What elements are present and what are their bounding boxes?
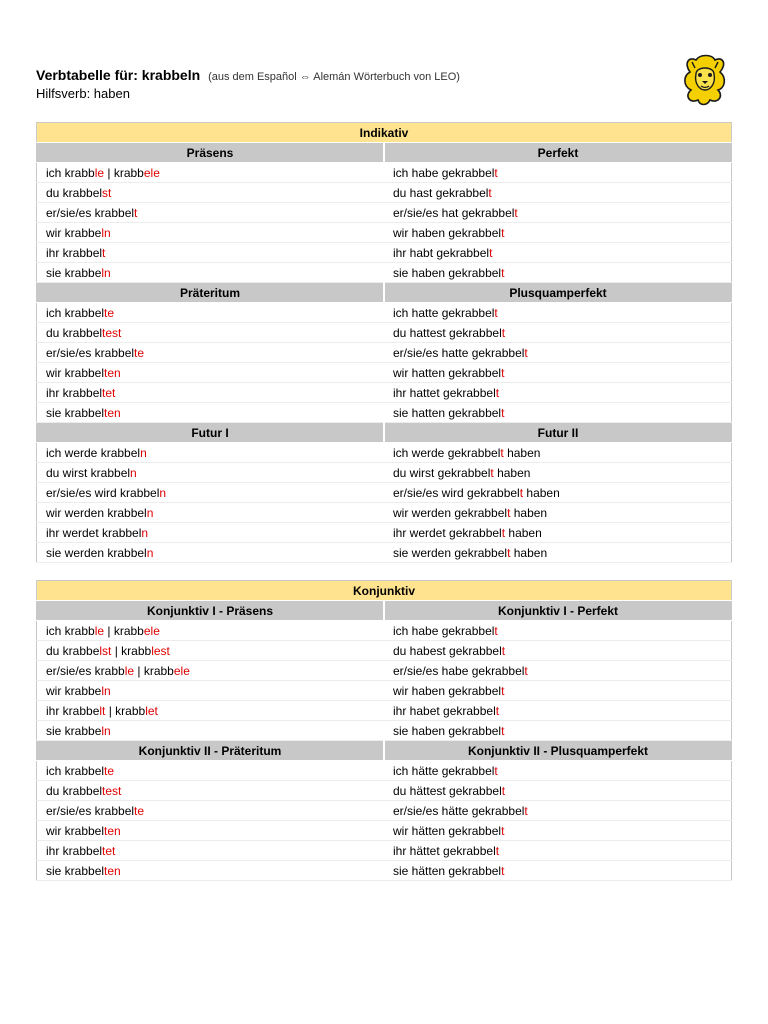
verb-stem: ich krabb	[46, 165, 95, 180]
verb-stem: | krabb	[134, 663, 174, 678]
verb-stem: ich krabbel	[46, 305, 105, 320]
verb-ending: tet	[102, 385, 116, 400]
verb-stem: ihr hattet gekrabbel	[393, 385, 496, 400]
verb-ending: t	[500, 445, 504, 460]
verb-ending: t	[488, 185, 492, 200]
verb-ending: te	[104, 763, 115, 778]
tense-header-perfekt: Perfekt	[384, 143, 732, 163]
verb-stem: ihr krabbel	[46, 245, 103, 260]
verb-ending: n	[141, 525, 149, 540]
verb-stem: ich habe gekrabbel	[393, 623, 495, 638]
conjugation-row	[37, 443, 732, 463]
conjugation-row	[37, 861, 732, 881]
verb-stem: sie krabbe	[46, 265, 102, 280]
verb-stem: du krabbel	[46, 325, 103, 340]
verb-ending: lt	[99, 703, 106, 718]
page-header	[36, 66, 536, 102]
verb-stem: sie werden gekrabbel	[393, 545, 508, 560]
mood-header-row	[37, 123, 732, 143]
conjugation-cell-right	[384, 443, 732, 463]
conjugation-cell-right	[384, 383, 732, 403]
mood-header: Konjunktiv	[37, 581, 732, 601]
conjugation-cell-right	[384, 163, 732, 183]
conjugation-cell-right	[384, 761, 732, 781]
verb-stem: du krabbel	[46, 783, 103, 798]
tense-header-konjunktiv-i-perfekt: Konjunktiv I - Perfekt	[384, 601, 732, 621]
conjugation-cell-right	[384, 183, 732, 203]
verb-ending: tet	[102, 843, 116, 858]
verb-stem: er/sie/es hat gekrabbel	[393, 205, 515, 220]
verb-ending: t	[501, 405, 505, 420]
verb-ending: te	[134, 803, 145, 818]
verb-stem: ihr werdet gekrabbel	[393, 525, 502, 540]
conjugation-row	[37, 243, 732, 263]
verb-ending: n	[146, 505, 154, 520]
verb-ending: n	[159, 485, 167, 500]
verb-stem: ich hatte gekrabbel	[393, 305, 495, 320]
verb-stem: wir krabbel	[46, 823, 105, 838]
tense-header-futur-ii: Futur II	[384, 423, 732, 443]
source-note: (aus dem Español ⇔ Alemán Wörterbuch von LEO)	[208, 71, 460, 83]
page-title: Verbtabelle für: krabbeln	[36, 67, 201, 83]
conjugation-row	[37, 223, 732, 243]
verb-stem: er/sie/es krabb	[46, 663, 125, 678]
verb-ending: t	[501, 783, 506, 798]
verb-ending: t	[134, 205, 138, 220]
title-line	[36, 66, 536, 86]
mood-header: Indikativ	[37, 123, 732, 143]
conjugation-cell-left	[37, 463, 385, 483]
conjugation-cell-left	[37, 383, 385, 403]
verb-ending: n	[130, 465, 137, 480]
conjugation-cell-left	[37, 203, 385, 223]
conjugation-cell-right	[384, 681, 732, 701]
conjugation-cell-left	[37, 861, 385, 881]
verb-ending: ele	[173, 663, 190, 678]
verb-stem: wir krabbe	[46, 225, 102, 240]
conjugation-row	[37, 821, 732, 841]
conjugation-cell-right	[384, 523, 732, 543]
mood-header-row	[37, 581, 732, 601]
verb-stem: sie krabbe	[46, 723, 102, 738]
verb-stem: sie hätten gekrabbel	[393, 863, 502, 878]
verb-stem: wir werden gekrabbel	[393, 505, 508, 520]
conjugation-row	[37, 483, 732, 503]
verb-ending: ten	[104, 823, 121, 838]
verb-stem: er/sie/es hätte gekrabbel	[393, 803, 525, 818]
verb-stem: er/sie/es wird gekrabbel	[393, 485, 520, 500]
conjugation-cell-left	[37, 641, 385, 661]
verb-stem: du hattest gekrabbel	[393, 325, 502, 340]
verb-ending: t	[501, 265, 505, 280]
verb-stem: haben	[523, 485, 560, 500]
conjugation-cell-right	[384, 463, 732, 483]
verb-stem: du wirst krabbel	[46, 465, 131, 480]
verb-ending: test	[102, 783, 122, 798]
verb-ending: t	[501, 225, 505, 240]
conjugation-row	[37, 841, 732, 861]
verb-stem: er/sie/es wird krabbel	[46, 485, 160, 500]
verb-ending: le	[94, 623, 105, 638]
verb-ending: t	[507, 545, 511, 560]
conjugation-cell-left	[37, 183, 385, 203]
verb-ending: ele	[143, 165, 160, 180]
verb-ending: ten	[104, 365, 121, 380]
tense-header-row	[37, 423, 732, 443]
conjugation-cell-left	[37, 343, 385, 363]
verb-stem: wir hatten gekrabbel	[393, 365, 502, 380]
tense-header-futur-i: Futur I	[37, 423, 385, 443]
verb-stem: ich habe gekrabbel	[393, 165, 495, 180]
conjugation-cell-right	[384, 701, 732, 721]
verb-stem: ich hätte gekrabbel	[393, 763, 495, 778]
verb-stem: er/sie/es krabbel	[46, 803, 135, 818]
verb-ending: lst	[99, 643, 112, 658]
verb-stem: sie krabbel	[46, 405, 105, 420]
conjugation-row	[37, 323, 732, 343]
verb-stem: haben	[510, 545, 548, 560]
indikativ-table	[36, 122, 732, 563]
tense-header-praeteritum: Präteritum	[37, 283, 385, 303]
verb-ending: t	[494, 165, 498, 180]
conjugation-cell-left	[37, 443, 385, 463]
verb-stem: sie krabbel	[46, 863, 105, 878]
conjugation-cell-right	[384, 781, 732, 801]
tense-header-row	[37, 143, 732, 163]
conjugation-cell-left	[37, 701, 385, 721]
verb-ending: ln	[101, 683, 111, 698]
verb-stem: wir krabbe	[46, 683, 102, 698]
tense-header-konjunktiv-ii-praeteritum: Konjunktiv II - Präteritum	[37, 741, 385, 761]
verb-ending: t	[501, 325, 506, 340]
conjugation-cell-right	[384, 861, 732, 881]
conjugation-row	[37, 701, 732, 721]
verb-ending: t	[489, 245, 493, 260]
verb-stem: haben	[503, 445, 541, 460]
verb-stem: sie haben gekrabbel	[393, 723, 502, 738]
verb-ending: t	[495, 843, 500, 858]
conjugation-cell-left	[37, 223, 385, 243]
verb-stem: ihr hättet gekrabbel	[393, 843, 496, 858]
leo-lion-logo-icon[interactable]	[680, 54, 730, 106]
verb-ending: ln	[101, 265, 111, 280]
tense-header-row	[37, 741, 732, 761]
conjugation-cell-left	[37, 303, 385, 323]
verb-stem: ich werde krabbel	[46, 445, 141, 460]
conjugation-row	[37, 661, 732, 681]
conjugation-cell-right	[384, 263, 732, 283]
verb-ending: t	[501, 365, 505, 380]
verb-ending: lest	[151, 643, 170, 658]
conjugation-row	[37, 641, 732, 661]
verb-ending: ten	[104, 405, 121, 420]
verb-ending: t	[524, 345, 528, 360]
verb-ending: t	[494, 305, 498, 320]
verb-ending: t	[524, 803, 528, 818]
conjugation-cell-left	[37, 801, 385, 821]
conjugation-row	[37, 463, 732, 483]
conjugation-cell-left	[37, 483, 385, 503]
conjugation-cell-left	[37, 323, 385, 343]
verb-stem: ihr krabbe	[46, 703, 100, 718]
tense-header-konjunktiv-i-praesens: Konjunktiv I - Präsens	[37, 601, 385, 621]
conjugation-cell-right	[384, 223, 732, 243]
conjugation-cell-left	[37, 243, 385, 263]
conjugation-row	[37, 343, 732, 363]
verb-ending: ln	[101, 723, 111, 738]
verb-ending: t	[507, 505, 511, 520]
verb-ending: t	[519, 485, 524, 500]
conjugation-row	[37, 523, 732, 543]
conjugation-cell-right	[384, 841, 732, 861]
conjugation-row	[37, 383, 732, 403]
verb-stem: wir haben gekrabbel	[393, 225, 502, 240]
verb-stem: du habest gekrabbel	[393, 643, 502, 658]
verb-stem: du krabbe	[46, 643, 100, 658]
verb-ending: ten	[104, 863, 121, 878]
verb-stem: wir hätten gekrabbel	[393, 823, 502, 838]
verb-stem: wir haben gekrabbel	[393, 683, 502, 698]
conjugation-cell-left	[37, 821, 385, 841]
verb-stem: er/sie/es habe gekrabbel	[393, 663, 525, 678]
conjugation-cell-right	[384, 821, 732, 841]
verb-stem: du hättest gekrabbel	[393, 783, 502, 798]
verb-ending: te	[134, 345, 145, 360]
tense-header-konjunktiv-ii-plusquamperfekt: Konjunktiv II - Plusquamperfekt	[384, 741, 732, 761]
verb-ending: t	[501, 525, 506, 540]
verb-stem: ihr krabbel	[46, 385, 103, 400]
tense-header-row	[37, 283, 732, 303]
conjugation-row	[37, 303, 732, 323]
verb-stem: sie haben gekrabbel	[393, 265, 502, 280]
conjugation-row	[37, 681, 732, 701]
conjugation-cell-right	[384, 721, 732, 741]
verb-stem: er/sie/es krabbel	[46, 345, 135, 360]
conjugation-cell-right	[384, 343, 732, 363]
verb-stem: | krabb	[104, 623, 144, 638]
conjugation-cell-left	[37, 661, 385, 681]
conjugation-row	[37, 543, 732, 563]
tense-header-plusquamperfekt: Plusquamperfekt	[384, 283, 732, 303]
conjugation-row	[37, 761, 732, 781]
conjugation-cell-right	[384, 323, 732, 343]
conjugation-row	[37, 163, 732, 183]
verb-stem: haben	[510, 505, 548, 520]
verb-ending: t	[102, 245, 106, 260]
verb-ending: t	[501, 723, 505, 738]
verb-stem: ich krabbel	[46, 763, 105, 778]
conjugation-cell-left	[37, 721, 385, 741]
verb-ending: st	[102, 185, 112, 200]
conjugation-row	[37, 403, 732, 423]
conjugation-cell-right	[384, 243, 732, 263]
verb-ending: t	[494, 763, 498, 778]
verb-stem: ihr krabbel	[46, 843, 103, 858]
verb-stem: ihr habt gekrabbel	[393, 245, 490, 260]
verb-ending: t	[495, 703, 500, 718]
conjugation-row	[37, 621, 732, 641]
verb-stem: du wirst gekrabbel	[393, 465, 491, 480]
conjugation-row	[37, 183, 732, 203]
verb-ending: test	[102, 325, 122, 340]
conjugation-cell-left	[37, 263, 385, 283]
verb-ending: t	[501, 863, 505, 878]
verb-stem: | krabb	[105, 703, 146, 718]
conjugation-cell-right	[384, 621, 732, 641]
conjugation-cell-right	[384, 303, 732, 323]
verb-stem: wir werden krabbel	[46, 505, 147, 520]
verb-ending: t	[495, 385, 500, 400]
verb-stem: ihr habet gekrabbel	[393, 703, 496, 718]
verb-ending: t	[524, 663, 528, 678]
verb-ending: ele	[143, 623, 160, 638]
verb-ending: n	[146, 545, 154, 560]
verb-ending: le	[124, 663, 135, 678]
conjugation-row	[37, 781, 732, 801]
verb-stem: sie hatten gekrabbel	[393, 405, 502, 420]
conjugation-cell-left	[37, 621, 385, 641]
conjugation-cell-left	[37, 403, 385, 423]
verb-stem: | krabb	[104, 165, 144, 180]
conjugation-cell-left	[37, 761, 385, 781]
verb-ending: ln	[101, 225, 111, 240]
verb-stem: ich werde gekrabbel	[393, 445, 501, 460]
conjugation-row	[37, 363, 732, 383]
konjunktiv-table	[36, 580, 732, 881]
verb-ending: t	[514, 205, 518, 220]
verb-ending: n	[140, 445, 147, 460]
verb-stem: haben	[505, 525, 542, 540]
conjugation-row	[37, 721, 732, 741]
verb-stem: er/sie/es hatte gekrabbel	[393, 345, 525, 360]
verb-stem: du hast gekrabbel	[393, 185, 489, 200]
conjugation-row	[37, 263, 732, 283]
conjugation-cell-right	[384, 543, 732, 563]
tense-header-praesens: Präsens	[37, 143, 385, 163]
verb-stem: haben	[493, 465, 531, 480]
verb-ending: t	[501, 823, 505, 838]
verb-ending: let	[145, 703, 158, 718]
auxiliary-verb: Hilfsverb: haben	[36, 86, 130, 101]
conjugation-cell-right	[384, 203, 732, 223]
verb-ending: te	[104, 305, 115, 320]
verb-stem: du krabbel	[46, 185, 103, 200]
conjugation-cell-left	[37, 543, 385, 563]
verb-ending: t	[494, 623, 498, 638]
verb-stem: | krabb	[111, 643, 152, 658]
conjugation-cell-left	[37, 503, 385, 523]
conjugation-cell-left	[37, 841, 385, 861]
verb-stem: sie werden krabbel	[46, 545, 147, 560]
verb-stem: ich krabb	[46, 623, 95, 638]
conjugation-cell-right	[384, 661, 732, 681]
conjugation-cell-right	[384, 363, 732, 383]
verb-stem: ihr werdet krabbel	[46, 525, 142, 540]
conjugation-cell-right	[384, 801, 732, 821]
verb-ending: le	[94, 165, 105, 180]
conjugation-cell-right	[384, 403, 732, 423]
verb-ending: t	[490, 465, 494, 480]
conjugation-cell-left	[37, 523, 385, 543]
conjugation-cell-left	[37, 781, 385, 801]
conjugation-cell-left	[37, 681, 385, 701]
conjugation-row	[37, 203, 732, 223]
conjugation-cell-right	[384, 483, 732, 503]
verb-stem: wir krabbel	[46, 365, 105, 380]
tense-header-row	[37, 601, 732, 621]
conjugation-cell-left	[37, 363, 385, 383]
conjugation-cell-right	[384, 641, 732, 661]
conjugation-cell-right	[384, 503, 732, 523]
verb-ending: t	[501, 683, 505, 698]
verb-ending: t	[501, 643, 506, 658]
conjugation-row	[37, 503, 732, 523]
verb-stem: er/sie/es krabbel	[46, 205, 135, 220]
conjugation-cell-left	[37, 163, 385, 183]
conjugation-row	[37, 801, 732, 821]
